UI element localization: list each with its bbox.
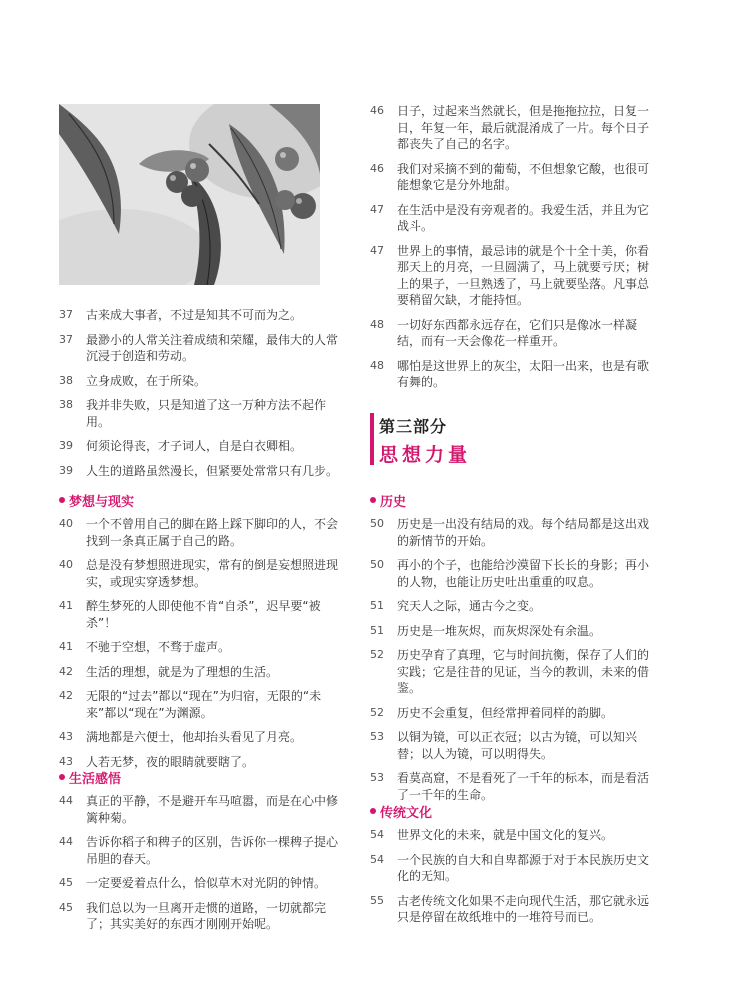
section-title: 梦想与现实 [69, 494, 135, 510]
quote-item [59, 598, 339, 631]
quote-number: 51 [370, 599, 384, 612]
quote-number: 39 [59, 463, 73, 477]
quote-item [370, 557, 656, 590]
quote-number: 50 [370, 517, 384, 530]
quote-item [59, 557, 339, 590]
quote-item [59, 516, 339, 549]
quote-text: 哪怕是这世界上的灰尘，太阳一出来，也是有歌有舞的。 [397, 358, 650, 389]
quote-number: 54 [370, 852, 384, 866]
quote-number: 44 [59, 835, 73, 848]
quote-item [370, 103, 656, 153]
quote-text: 世界上的事情，最忌讳的就是个十全十美，你看那天上的月亮，一旦圆满了，马上就要亏厌；树上的果子，一旦熟透了，马上就要坠落。凡事总要稍留欠缺，才能持恒。 [397, 243, 650, 307]
quote-text: 历史是一堆灰烬，而灰烬深处有余温。 [397, 623, 602, 638]
quote-number: 47 [370, 202, 384, 216]
quote-text: 一个不曾用自己的脚在路上踩下脚印的人，不会找到一条真正属于自己的路。 [86, 517, 339, 548]
quote-item [59, 373, 339, 390]
part-label: 第三部分 [379, 417, 448, 436]
quote-text: 一切好东西都永远存在，它们只是像冰一样凝结，而有一天会像花一样重开。 [397, 317, 638, 348]
quote-text: 历史孕育了真理，它与时间抗衡，保存了人们的实践；它是往昔的见证，当今的教训，未来的借鉴。 [397, 648, 650, 695]
quote-item [370, 358, 656, 391]
quote-text: 世界文化的未来，就是中国文化的复兴。 [397, 828, 614, 842]
quote-number: 38 [59, 373, 73, 387]
quote-number: 53 [370, 771, 384, 784]
quote-number: 50 [370, 558, 384, 571]
quote-item [59, 332, 339, 365]
quote-text: 历史是一出没有结局的戏。每个结局都是这出戏的新情节的开始。 [397, 517, 650, 548]
quote-text: 历史不会重复，但经常押着同样的韵脚。 [397, 705, 614, 720]
quote-number: 43 [59, 730, 73, 743]
leaf-berry-photo [59, 104, 320, 285]
part-title: 思想力量 [379, 444, 472, 466]
quote-text: 满地都是六便士，他却抬头看见了月亮。 [86, 730, 303, 744]
quote-item [370, 161, 656, 194]
quote-number: 41 [59, 640, 73, 653]
quote-text: 告诉你稻子和稗子的区别，告诉你一棵稗子提心吊胆的春天。 [86, 835, 339, 866]
quote-number: 41 [59, 599, 73, 612]
quote-number: 42 [59, 664, 73, 678]
quote-item [370, 317, 656, 350]
quote-number: 52 [370, 705, 384, 719]
quote-item [370, 598, 656, 615]
quote-item [59, 729, 339, 746]
part-heading [370, 413, 490, 465]
quote-number: 43 [59, 754, 73, 768]
quote-number: 54 [370, 828, 384, 841]
quote-text: 无限的“过去”都以“现在”为归宿，无限的“未来”都以“现在”为渊源。 [86, 689, 322, 720]
quote-text: 生活的理想，就是为了理想的生活。 [86, 664, 279, 679]
quote-item [59, 834, 339, 867]
quote-item [370, 705, 656, 722]
section-history [370, 491, 656, 811]
part-accent-bar [370, 413, 374, 465]
quote-number: 47 [370, 243, 384, 257]
section-heading [59, 768, 339, 786]
quote-text: 最渺小的人常关注着成绩和荣耀，最伟大的人常沉浸于创造和劳动。 [86, 332, 339, 363]
quote-item [59, 664, 339, 681]
quote-text: 一个民族的自大和自卑都源于对于本民族历史文化的无知。 [397, 852, 650, 883]
section-title: 生活感悟 [69, 771, 122, 787]
section-title: 传统文化 [380, 805, 433, 821]
quote-text: 古来成大事者，不过是知其不可而为之。 [86, 308, 303, 322]
quote-text: 我们总以为一旦离开走惯的道路，一切就都完了；其实美好的东西才刚刚开始呢。 [86, 900, 327, 931]
quote-text: 何须论得丧，才子词人，自是白衣卿相。 [86, 439, 303, 453]
quote-number: 48 [370, 358, 384, 372]
quote-text: 不驰于空想，不骛于虚声。 [86, 640, 231, 654]
quote-number: 48 [370, 317, 384, 331]
section-heading [59, 491, 339, 509]
quote-item [59, 639, 339, 656]
quote-text: 立身成败，在于所染。 [86, 373, 207, 388]
quote-text: 人若无梦，夜的眼睛就要瞎了。 [86, 754, 255, 769]
quote-number: 51 [370, 623, 384, 637]
quote-number: 45 [59, 900, 73, 914]
quote-text: 究天人之际，通古今之变。 [397, 599, 542, 613]
quote-item [59, 875, 339, 892]
quote-text: 在生活中是没有旁观者的。我爱生活，并且为它战斗。 [397, 202, 650, 233]
quotes-block-a [59, 307, 339, 487]
quote-number: 55 [370, 893, 384, 907]
quote-number: 39 [59, 439, 73, 452]
quote-number: 45 [59, 876, 73, 889]
quote-text: 真正的平静，不是避开车马喧嚣，而是在心中修篱种菊。 [86, 794, 339, 825]
quote-text: 我并非失败，只是知道了这一万种方法不起作用。 [86, 398, 327, 429]
quote-text: 人生的道路虽然漫长，但紧要处常常只有几步。 [86, 463, 339, 478]
quote-item [59, 793, 339, 826]
quotes-block-a [370, 103, 656, 399]
section-dream [59, 491, 339, 778]
quote-text: 看莫高窟，不是看死了一千年的标本，而是看活了一千年的生命。 [397, 771, 650, 802]
quote-text: 总是没有梦想照进现实，常有的倒是妄想照进现实，或现实穿透梦想。 [86, 558, 339, 589]
quote-item [370, 770, 656, 803]
quote-item [59, 463, 339, 480]
quote-number: 38 [59, 398, 73, 411]
section-life [59, 768, 339, 941]
quote-item [59, 397, 339, 430]
quote-number: 40 [59, 558, 73, 571]
quote-number: 44 [59, 794, 73, 807]
section-culture [370, 802, 656, 934]
quote-item [370, 852, 656, 885]
quote-number: 46 [370, 104, 384, 117]
quote-item [370, 893, 656, 926]
bullet-icon [59, 774, 65, 780]
quote-item [370, 243, 656, 309]
quote-number: 52 [370, 648, 384, 661]
quote-text: 再小的个子，也能给沙漠留下长长的身影；再小的人物，也能让历史吐出重重的叹息。 [397, 558, 650, 589]
quote-number: 37 [59, 308, 73, 321]
quote-item [370, 623, 656, 640]
quote-item [370, 516, 656, 549]
section-title: 历史 [380, 494, 407, 510]
quote-text: 我们对采摘不到的葡萄，不但想象它酸，也很可能想象它是分外地甜。 [397, 161, 650, 192]
section-heading [370, 491, 656, 509]
quote-item [59, 438, 339, 455]
bullet-icon [59, 497, 65, 503]
quote-item [59, 307, 339, 324]
quote-item [370, 647, 656, 697]
quote-item [370, 827, 656, 844]
quote-item [59, 900, 339, 933]
quote-text: 一定要爱着点什么，恰似草木对光阴的钟情。 [86, 876, 327, 890]
quote-number: 53 [370, 730, 384, 743]
quote-number: 40 [59, 517, 73, 530]
quote-item [59, 688, 339, 721]
bullet-icon [370, 808, 376, 814]
quote-text: 日子，过起来当然就长，但是拖拖拉拉，日复一日，年复一年，最后就混淆成了一片。每个日子都丧失了自己的名字。 [397, 104, 650, 151]
quote-text: 醉生梦死的人即使他不肯“自杀”，迟早要“被杀”！ [86, 599, 321, 630]
quote-item [370, 202, 656, 235]
bullet-icon [370, 497, 376, 503]
quote-item [370, 729, 656, 762]
quote-number: 42 [59, 689, 73, 702]
quote-number: 46 [370, 161, 384, 175]
quote-text: 以铜为镜，可以正衣冠；以古为镜，可以知兴替；以人为镜，可以明得失。 [397, 730, 638, 761]
quote-number: 37 [59, 332, 73, 346]
section-heading [370, 802, 656, 820]
quote-text: 古老传统文化如果不走向现代生活，那它就永远只是停留在故纸堆中的一堆符号而已。 [397, 893, 650, 924]
